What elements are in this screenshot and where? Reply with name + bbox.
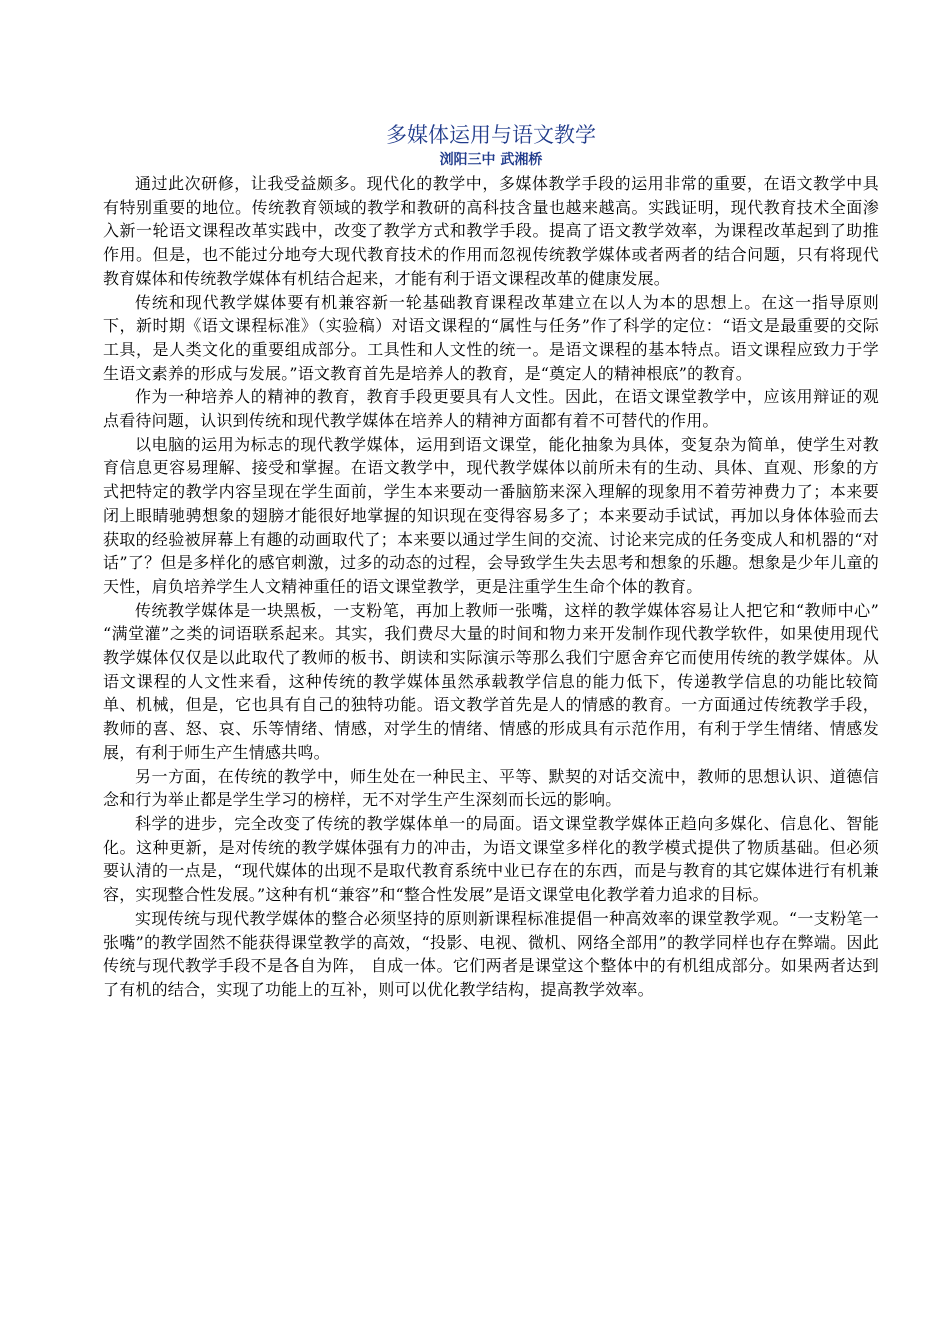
document-author: 浏阳三中 武湘桥 xyxy=(439,152,543,168)
paragraph: 实现传统与现代教学媒体的整合必须坚持的原则新课程标准提倡一种高效率的课堂教学观。“一支粉笔一张嘴”的教学固然不能获得课堂教学的高效，“投影、电视、微机、网络全部用”的教学同样也存在弊端。因此传统与现代教学手段不是各自为阵， 自成一体。它们两者是课堂这个整体中的有机组成部分。如果两者达到了有机的结合，实现了功能上的互补，则可以优化教学结构，提高教学效率。 xyxy=(103,908,879,999)
document-title: 多媒体运用与语文教学 xyxy=(386,123,596,147)
paragraph: 以电脑的运用为标志的现代教学媒体，运用到语文课堂，能化抽象为具体，变复杂为简单，使学生对教育信息更容易理解、接受和掌握。在语文教学中，现代教学媒体以前所未有的生动、具体、直观、形象的方式把特定的教学内容呈现在学生面前，学生本来要动一番脑筋来深入理解的现象用不着劳神费力了；本来要闭上眼睛驰骋想象的翅膀才能很好地掌握的知识现在变得容易多了；本来要动手试试，再加以身体体验而去获取的经验被屏幕上有趣的动画取代了；本来要以通过学生间的交流、讨论来完成的任务变成人和机器的“对话”了？但是多样化的感官刺激，过多的动态的过程，会导致学生失去思考和想象的乐趣。想象是少年儿童的天性，肩负培养学生人文精神重任的语文课堂教学，更是注重学生生命个体的教育。 xyxy=(103,434,879,596)
document-body xyxy=(103,172,879,1002)
paragraph: 传统教学媒体是一块黑板，一支粉笔，再加上教师一张嘴，这样的教学媒体容易让人把它和“教师中心” “满堂灌”之类的词语联系起来。其实，我们费尽大量的时间和物力来开发制作现代教学软件，如果使用现代教学媒体仅仅是以此取代了教师的板书、朗读和实际演示等那么我们宁愿舍弃它而使用传统的教学媒体。从语文课程的人文性来看，这种传统的教学媒体虽然承载教学信息的能力低下，传递教学信息的功能比较简单、机械，但是，它也具有自己的独特功能。语文教学首先是人的情感的教育。一方面通过传统教学手段，教师的喜、怒、哀、乐等情绪、情感，对学生的情绪、情感的形成具有示范作用，有利于学生情绪、情感发展，有利于师生产生情感共鸣。 xyxy=(103,600,879,762)
document-page xyxy=(103,120,879,1002)
paragraph: 科学的进步，完全改变了传统的教学媒体单一的局面。语文课堂教学媒体正趋向多媒化、信息化、智能化。这种更新，是对传统的教学媒体强有力的冲击，为语文课堂多样化的教学模式提供了物质基础。但必须要认清的一点是，“现代媒体的出现不是取代教育系统中业已存在的东西，而是与教育的其它媒体进行有机兼容，实现整合性发展。”这种有机“兼容”和“整合性发展”是语文课堂电化教学着力追求的目标。 xyxy=(103,813,879,905)
paragraph: 另一方面，在传统的教学中，师生处在一种民主、平等、默契的对话交流中，教师的思想认识、道德信念和行为举止都是学生学习的榜样，无不对学生产生深刻而长远的影响。 xyxy=(103,766,879,810)
paragraph: 作为一种培养人的精神的教育，教育手段更要具有人文性。因此，在语文课堂教学中，应该用辩证的观点看待问题，认识到传统和现代教学媒体在培养人的精神方面都有着不可替代的作用。 xyxy=(103,387,879,431)
paragraph: 传统和现代教学媒体要有机兼容新一轮基础教育课程改革建立在以人为本的思想上。在这一指导原则下，新时期《语文课程标准》（实验稿）对语文课程的“属性与任务”作了科学的定位：“语文是最重要的交际工具，是人类文化的重要组成部分。工具性和人文性的统一。是语文课程的基本特点。语文课程应致力于学生语文素养的形成与发展。”语文教育首先是培养人的教育，是“奠定人的精神根底”的教育。 xyxy=(103,292,879,383)
paragraph: 通过此次研修，让我受益颇多。现代化的教学中，多媒体教学手段的运用非常的重要，在语文教学中具有特别重要的地位。传统教育领域的教学和教研的高科技含量也越来越高。实践证明，现代教育技术全面渗入新一轮语文课程改革实践中，改变了教学方式和教学手段。提高了语文教学效率，为课程改革起到了助推作用。但是，也不能过分地夸大现代教育技术的作用而忽视传统教学媒体或者两者的结合问题，只有将现代教育媒体和传统教学媒体有机结合起来，才能有利于语文课程改革的健康发展。 xyxy=(103,174,879,288)
